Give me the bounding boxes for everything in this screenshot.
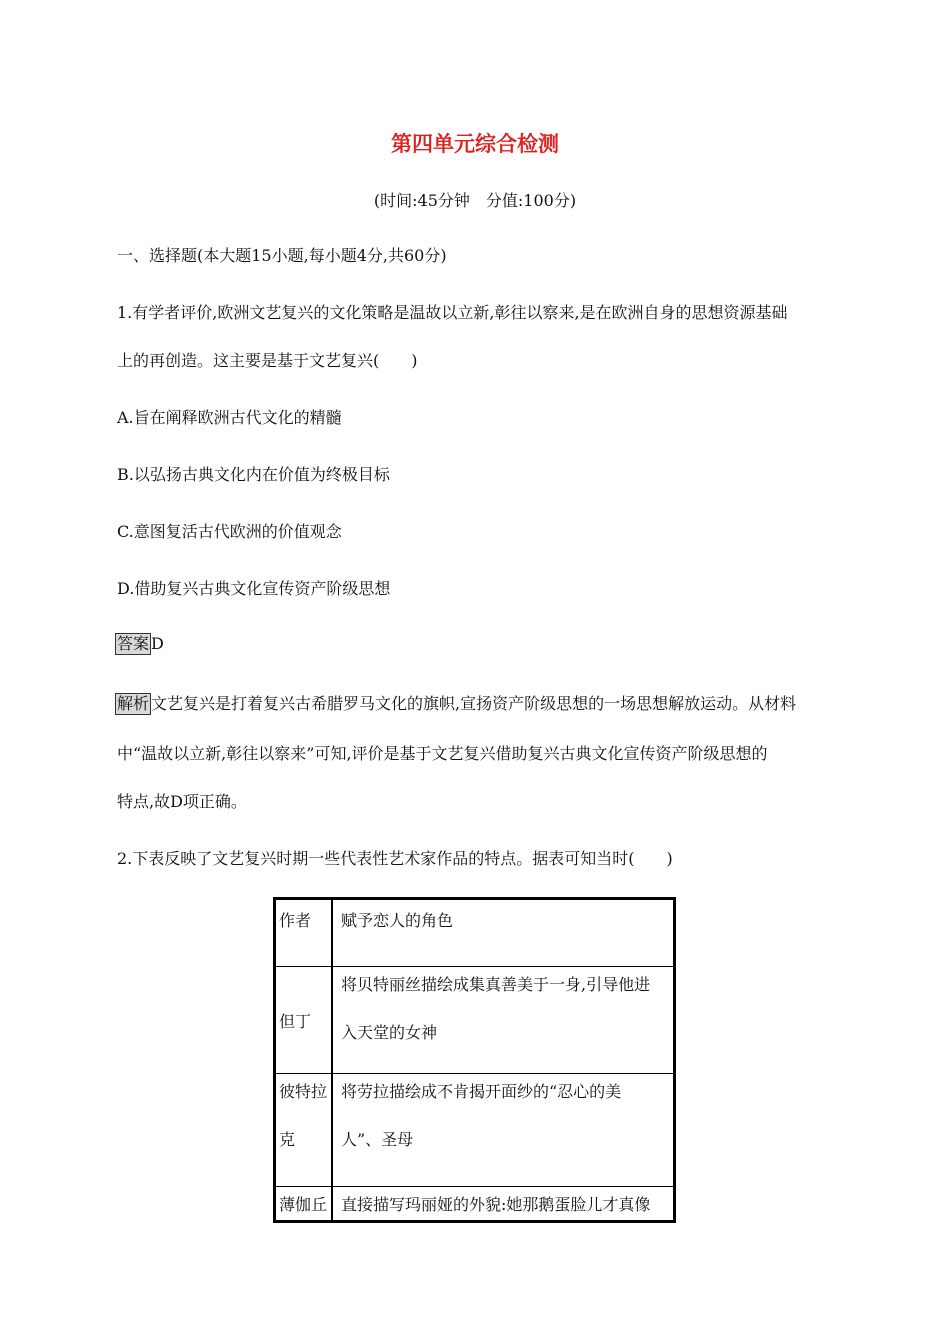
q1-option-a: A.旨在阐释欧洲古代文化的精髓 <box>117 408 342 427</box>
section-heading: 一、选择题(本大题15小题,每小题4分,共60分) <box>117 246 447 265</box>
page-title: 第四单元综合检测 <box>391 132 559 156</box>
table-row <box>275 1187 675 1222</box>
table-header-role: 赋予恋人的角色 <box>332 899 675 967</box>
q1-option-c: C.意图复活古代欧洲的价值观念 <box>117 522 342 541</box>
role-cell: 直接描写玛丽娅的外貌:她那鹅蛋脸儿才真像 <box>332 1187 675 1222</box>
q1-option-b: B.以弘扬古典文化内在价值为终极目标 <box>117 465 390 484</box>
table-row <box>275 1074 675 1187</box>
analysis-text: 文艺复兴是打着复兴古希腊罗马文化的旗帜,宣扬资产阶级思想的一场思想解放运动。从材料 <box>151 694 797 713</box>
q1-stem-line2: 上的再创造。这主要是基于文艺复兴( ) <box>117 351 418 370</box>
table-header-author: 作者 <box>275 899 333 967</box>
q1-analysis-line1 <box>115 691 796 715</box>
answer-value: D <box>151 634 164 653</box>
q1-analysis-line2: 中“温故以立新,彰往以察来”可知,评价是基于文艺复兴借助复兴古典文化宣传资产阶级思想的 <box>117 744 768 763</box>
author-cell: 薄伽丘 <box>275 1187 333 1222</box>
works-table <box>273 897 676 1223</box>
q2-stem: 2.下表反映了文艺复兴时期一些代表性艺术家作品的特点。据表可知当时( ) <box>117 849 673 868</box>
author-cell: 但丁 <box>275 967 333 1074</box>
q1-stem-line1: 1.有学者评价,欧洲文艺复兴的文化策略是温故以立新,彰往以察来,是在欧洲自身的思想资源基础 <box>117 303 788 322</box>
analysis-tag: 解析 <box>117 694 150 713</box>
exam-info: (时间:45分钟 分值:100分) <box>373 191 577 210</box>
role-cell: 将劳拉描绘成不肯揭开面纱的“忍心的美 人”、圣母 <box>332 1074 675 1187</box>
q1-analysis-line3: 特点,故D项正确。 <box>117 792 247 811</box>
role-cell: 将贝特丽丝描绘成集真善美于一身,引导他进 入天堂的女神 <box>332 967 675 1074</box>
q1-option-d: D.借助复兴古典文化宣传资产阶级思想 <box>117 579 391 598</box>
table-header-row <box>275 899 675 967</box>
author-cell: 彼特拉 克 <box>275 1074 333 1187</box>
answer-tag: 答案 <box>117 634 150 653</box>
q1-answer <box>115 633 164 655</box>
table-row <box>275 967 675 1074</box>
